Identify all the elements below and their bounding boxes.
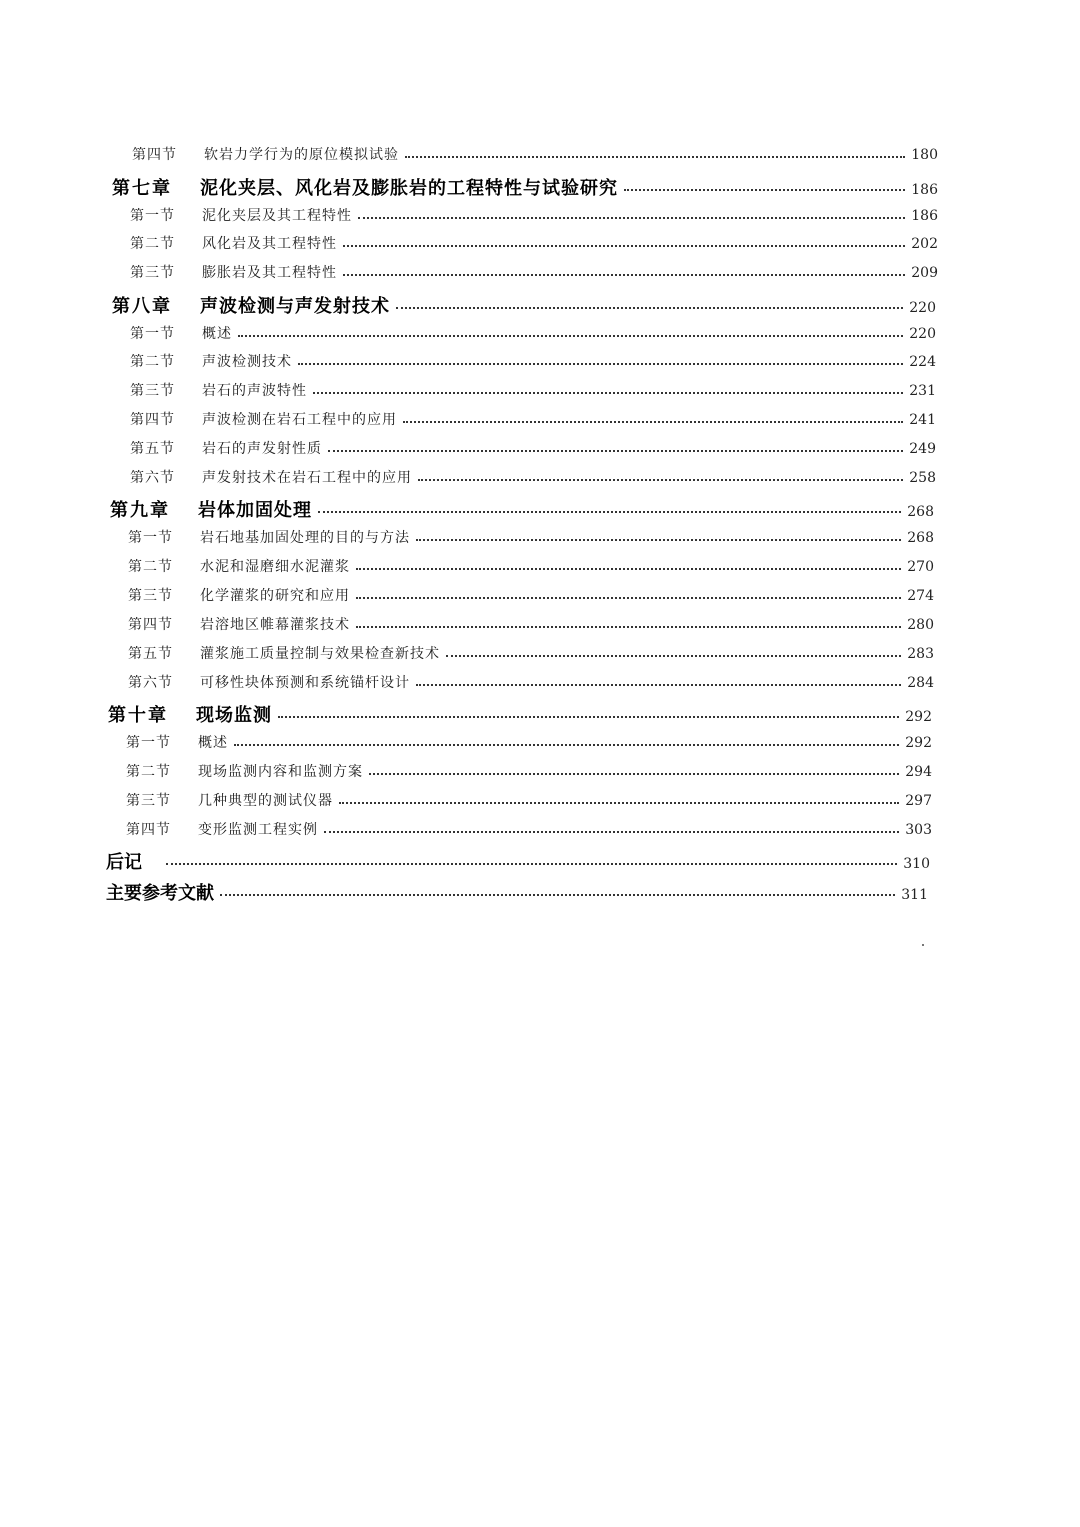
toc-entry-page: 258 [909, 470, 936, 486]
toc-entry-number: 第六节 [130, 470, 175, 486]
toc-entry-number: 第二节 [128, 559, 173, 575]
toc-chapter[interactable] [110, 496, 934, 522]
toc-chapter-title: 泥化夹层、风化岩及膨胀岩的工程特性与试验研究 [200, 178, 618, 199]
dot-leader [356, 618, 901, 628]
toc-back-title: 主要参考文献 [106, 883, 214, 904]
dot-leader [358, 209, 905, 219]
toc-entry-page: 180 [911, 147, 938, 163]
toc-entry-number: 第一节 [130, 326, 175, 342]
toc-chapter-title: 声波检测与声发射技术 [200, 296, 390, 317]
toc-entry-title: 现场监测内容和监测方案 [198, 764, 363, 780]
toc-entry-number: 第四节 [132, 147, 177, 163]
dot-leader [318, 503, 901, 513]
toc-entry-title: 风化岩及其工程特性 [202, 236, 337, 252]
toc-entry[interactable] [130, 262, 938, 282]
toc-entry-page: 292 [905, 709, 932, 725]
toc-entry-number: 第二节 [126, 764, 171, 780]
dot-leader [418, 471, 903, 481]
dot-leader [343, 237, 905, 247]
dot-leader [339, 794, 899, 804]
toc-entry[interactable] [130, 380, 936, 400]
dot-leader [403, 413, 903, 423]
toc-entry[interactable] [128, 556, 934, 576]
dot-leader [416, 676, 901, 686]
dot-leader [238, 327, 903, 337]
dot-leader [220, 886, 895, 896]
toc-entry-number: 第三节 [130, 265, 175, 281]
toc-entry-title: 岩溶地区帷幕灌浆技术 [200, 617, 350, 633]
toc-entry-number: 第三节 [130, 383, 175, 399]
toc-chapter[interactable] [108, 701, 932, 727]
toc-entry-title: 声波检测技术 [202, 354, 292, 370]
toc-entry-page: 209 [911, 265, 938, 281]
toc-entry[interactable] [130, 205, 938, 225]
dot-leader [328, 442, 903, 452]
toc-entry-page: 202 [911, 236, 938, 252]
toc-entry-title: 岩石的声发射性质 [202, 441, 322, 457]
toc-entry-page: 303 [905, 822, 932, 838]
dot-leader [624, 181, 905, 191]
toc-entry-page: 268 [907, 530, 934, 546]
toc-entry[interactable] [130, 323, 936, 343]
toc-entry-page: 249 [909, 441, 936, 457]
dot-leader [166, 855, 897, 865]
toc-back-matter[interactable] [106, 879, 928, 905]
toc-entry[interactable] [130, 351, 936, 371]
dot-leader [278, 708, 899, 718]
toc-entry-number: 第六节 [128, 675, 173, 691]
toc-chapter[interactable] [112, 174, 938, 200]
toc-entry[interactable] [130, 467, 936, 487]
toc-entry-page: 310 [903, 856, 930, 872]
toc-entry-title: 化学灌浆的研究和应用 [200, 588, 350, 604]
toc-entry-title: 变形监测工程实例 [198, 822, 318, 838]
dot-leader [356, 589, 901, 599]
toc-entry[interactable] [130, 233, 938, 253]
toc-entry-number: 第一节 [130, 208, 175, 224]
toc-chapter-number: 第十章 [108, 705, 168, 726]
dot-leader [356, 560, 901, 570]
toc-entry-title: 泥化夹层及其工程特性 [202, 208, 352, 224]
toc-entry-page: 294 [905, 764, 932, 780]
toc-entry-title: 几种典型的测试仪器 [198, 793, 333, 809]
dot-leader [343, 266, 905, 276]
dot-leader [416, 531, 901, 541]
dot-leader [324, 823, 899, 833]
toc-entry-number: 第三节 [126, 793, 171, 809]
dot-leader [446, 647, 901, 657]
toc-entry-page: 270 [907, 559, 934, 575]
toc-entry-page: 268 [907, 504, 934, 520]
toc-chapter-title: 岩体加固处理 [198, 500, 312, 521]
toc-entry-page: 280 [907, 617, 934, 633]
toc-entry[interactable] [128, 643, 934, 663]
toc-chapter[interactable] [112, 292, 936, 318]
scan-speck [922, 944, 924, 946]
toc-entry[interactable] [130, 438, 936, 458]
toc-back-title: 后记 [106, 852, 142, 873]
toc-entry-page: 284 [907, 675, 934, 691]
toc-entry-number: 第一节 [128, 530, 173, 546]
dot-leader [405, 148, 905, 158]
toc-entry-title: 声波检测在岩石工程中的应用 [202, 412, 397, 428]
toc-entry-page: 274 [907, 588, 934, 604]
toc-entry[interactable] [126, 732, 932, 752]
toc-entry[interactable] [128, 672, 934, 692]
toc-entry-number: 第二节 [130, 354, 175, 370]
toc-entry-page: 186 [911, 182, 938, 198]
toc-entry-number: 第四节 [128, 617, 173, 633]
toc-entry[interactable] [128, 527, 934, 547]
toc-entry-number: 第五节 [130, 441, 175, 457]
toc-entry-title: 声发射技术在岩石工程中的应用 [202, 470, 412, 486]
toc-entry-title: 水泥和湿磨细水泥灌浆 [200, 559, 350, 575]
dot-leader [313, 384, 903, 394]
toc-entry-page: 297 [905, 793, 932, 809]
toc-entry-page: 186 [911, 208, 938, 224]
toc-entry-title: 灌浆施工质量控制与效果检查新技术 [200, 646, 440, 662]
toc-chapter-number: 第七章 [112, 178, 172, 199]
toc-entry-title: 概述 [198, 735, 228, 751]
toc-chapter-number: 第九章 [110, 500, 170, 521]
toc-entry-number: 第三节 [128, 588, 173, 604]
toc-chapter-number: 第八章 [112, 296, 172, 317]
toc-entry-page: 231 [909, 383, 936, 399]
toc-entry-number: 第五节 [128, 646, 173, 662]
toc-entry-number: 第四节 [126, 822, 171, 838]
toc-entry[interactable] [128, 614, 934, 634]
toc-entry-title: 岩石的声波特性 [202, 383, 307, 399]
toc-entry[interactable] [126, 790, 932, 810]
toc-chapter-title: 现场监测 [196, 705, 272, 726]
toc-entry-number: 第四节 [130, 412, 175, 428]
toc-entry[interactable] [130, 409, 936, 429]
dot-leader [369, 765, 899, 775]
dot-leader [234, 736, 899, 746]
toc-entry-page: 241 [909, 412, 936, 428]
toc-entry-page: 283 [907, 646, 934, 662]
toc-entry[interactable] [128, 585, 934, 605]
toc-entry-title: 岩石地基加固处理的目的与方法 [200, 530, 410, 546]
toc-entry-title: 概述 [202, 326, 232, 342]
toc-entry-title: 可移性块体预测和系统锚杆设计 [200, 675, 410, 691]
toc-entry[interactable] [126, 819, 932, 839]
toc-entry-page: 224 [909, 354, 936, 370]
toc-entry-page: 292 [905, 735, 932, 751]
toc-entry-number: 第二节 [130, 236, 175, 252]
toc-entry-page: 220 [909, 326, 936, 342]
toc-entry-page: 311 [901, 887, 928, 903]
toc-entry[interactable] [126, 761, 932, 781]
toc-entry-title: 软岩力学行为的原位模拟试验 [204, 147, 399, 163]
toc-entry-number: 第一节 [126, 735, 171, 751]
dot-leader [298, 355, 903, 365]
toc-back-matter[interactable] [106, 848, 930, 874]
toc-entry-page: 220 [909, 300, 936, 316]
dot-leader [396, 299, 903, 309]
toc-entry-title: 膨胀岩及其工程特性 [202, 265, 337, 281]
toc-entry[interactable] [132, 144, 938, 164]
